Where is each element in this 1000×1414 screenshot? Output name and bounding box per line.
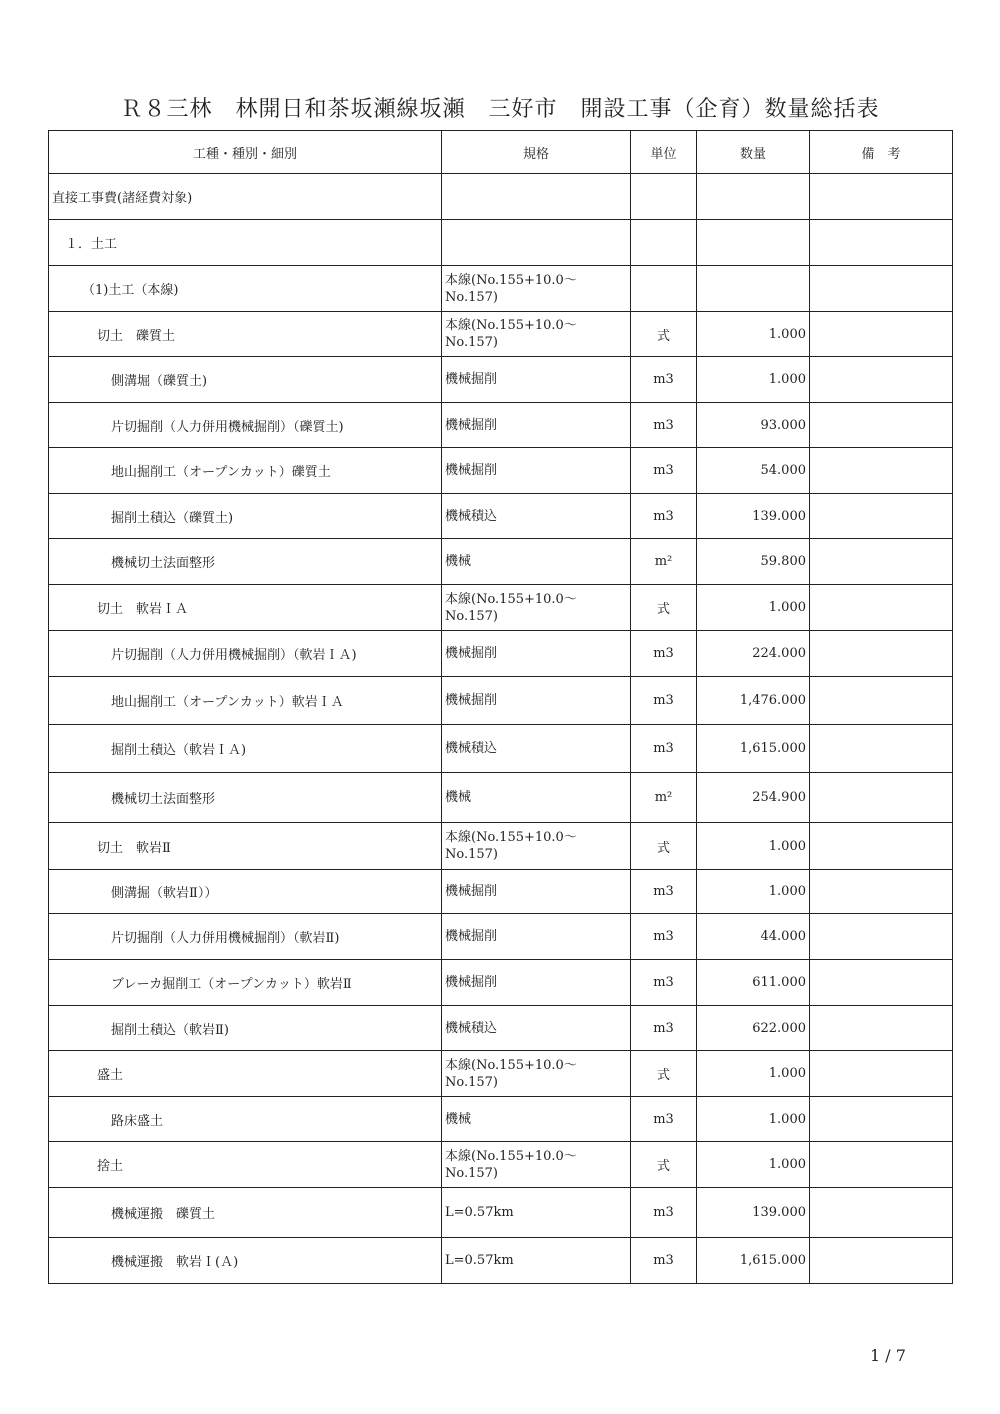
table-row xyxy=(49,448,953,494)
cell-item: （1)土工（本線) xyxy=(49,266,442,312)
cell-spec: 機械掘削 xyxy=(442,403,631,448)
cell-item: 地山掘削工（オープンカット）礫質土 xyxy=(49,448,442,494)
cell-note xyxy=(810,631,953,677)
cell-note xyxy=(810,1006,953,1051)
cell-qty xyxy=(697,220,810,266)
cell-qty xyxy=(697,174,810,220)
table-row xyxy=(49,631,953,677)
table-row xyxy=(49,773,953,823)
cell-item: 片切掘削（人力併用機械掘削）（礫質土) xyxy=(49,403,442,448)
cell-item: 直接工事費(諸経費対象) xyxy=(49,174,442,220)
cell-spec: 機械掘削 xyxy=(442,677,631,725)
cell-unit: m3 xyxy=(631,448,697,494)
cell-item: ブレーカ掘削工（オープンカット）軟岩Ⅱ xyxy=(49,960,442,1006)
cell-unit: 式 xyxy=(631,1051,697,1097)
cell-note xyxy=(810,312,953,357)
cell-item: 機械切土法面整形 xyxy=(49,773,442,823)
cell-unit xyxy=(631,220,697,266)
cell-unit: m3 xyxy=(631,1097,697,1142)
cell-unit: m3 xyxy=(631,1006,697,1051)
cell-note xyxy=(810,960,953,1006)
cell-qty: 1.000 xyxy=(697,1142,810,1188)
cell-unit: m3 xyxy=(631,494,697,539)
cell-qty: 1.000 xyxy=(697,312,810,357)
table-row xyxy=(49,220,953,266)
cell-spec: 機械 xyxy=(442,773,631,823)
cell-qty: 1.000 xyxy=(697,1051,810,1097)
table-row xyxy=(49,585,953,631)
table-row xyxy=(49,1188,953,1238)
cell-note xyxy=(810,357,953,403)
table-row xyxy=(49,1051,953,1097)
cell-qty: 93.000 xyxy=(697,403,810,448)
cell-unit: m3 xyxy=(631,1238,697,1284)
cell-note xyxy=(810,494,953,539)
cell-note xyxy=(810,448,953,494)
cell-spec: 本線(No.155+10.0〜No.157) xyxy=(442,1051,631,1097)
cell-spec: 本線(No.155+10.0〜No.157) xyxy=(442,1142,631,1188)
table-row xyxy=(49,312,953,357)
cell-note xyxy=(810,539,953,585)
cell-note xyxy=(810,914,953,960)
cell-item: 側溝掘（軟岩Ⅱ）） xyxy=(49,870,442,914)
table-row xyxy=(49,403,953,448)
cell-note xyxy=(810,403,953,448)
cell-spec: 機械 xyxy=(442,1097,631,1142)
table-row xyxy=(49,494,953,539)
cell-unit: 式 xyxy=(631,1142,697,1188)
header-item: 工種・種別・細別 xyxy=(49,131,442,174)
cell-note xyxy=(810,174,953,220)
table-row xyxy=(49,1006,953,1051)
cell-note xyxy=(810,266,953,312)
cell-unit: m3 xyxy=(631,725,697,773)
cell-qty: 59.800 xyxy=(697,539,810,585)
cell-spec: 機械 xyxy=(442,539,631,585)
cell-spec: 本線(No.155+10.0〜No.157) xyxy=(442,585,631,631)
cell-qty: 622.000 xyxy=(697,1006,810,1051)
cell-note xyxy=(810,870,953,914)
cell-unit: m3 xyxy=(631,677,697,725)
cell-spec: 本線(No.155+10.0〜No.157) xyxy=(442,823,631,870)
cell-note xyxy=(810,725,953,773)
cell-note xyxy=(810,823,953,870)
cell-spec: 機械掘削 xyxy=(442,960,631,1006)
table-header-row xyxy=(49,131,953,174)
page-title: Ｒ８三林 林開日和茶坂瀬線坂瀬 三好市 開設工事（企育）数量総括表 xyxy=(120,97,880,122)
header-note: 備 考 xyxy=(810,131,953,174)
cell-qty: 224.000 xyxy=(697,631,810,677)
header-spec: 規格 xyxy=(442,131,631,174)
cell-spec: 機械掘削 xyxy=(442,448,631,494)
cell-spec xyxy=(442,174,631,220)
cell-item: １．土工 xyxy=(49,220,442,266)
cell-qty: 1.000 xyxy=(697,1097,810,1142)
cell-note xyxy=(810,677,953,725)
cell-unit: 式 xyxy=(631,312,697,357)
cell-note xyxy=(810,773,953,823)
cell-unit: m3 xyxy=(631,631,697,677)
cell-qty: 44.000 xyxy=(697,914,810,960)
cell-qty xyxy=(697,266,810,312)
cell-spec: 機械積込 xyxy=(442,1006,631,1051)
cell-unit xyxy=(631,174,697,220)
cell-item: 掘削土積込（礫質土) xyxy=(49,494,442,539)
cell-spec: 機械掘削 xyxy=(442,870,631,914)
cell-qty: 1.000 xyxy=(697,585,810,631)
cell-note xyxy=(810,1097,953,1142)
cell-item: 盛土 xyxy=(49,1051,442,1097)
table-row xyxy=(49,1097,953,1142)
cell-qty: 1,615.000 xyxy=(697,1238,810,1284)
cell-item: 機械運搬 軟岩Ｉ(Ａ) xyxy=(49,1238,442,1284)
cell-spec: L=0.57km xyxy=(442,1238,631,1284)
cell-qty: 1.000 xyxy=(697,357,810,403)
cell-spec: 機械掘削 xyxy=(442,357,631,403)
cell-item: 片切掘削（人力併用機械掘削）（軟岩ＩＡ) xyxy=(49,631,442,677)
page-number: 1 / 7 xyxy=(870,1346,906,1365)
header-qty: 数量 xyxy=(697,131,810,174)
cell-unit xyxy=(631,266,697,312)
table-body xyxy=(49,174,953,1284)
cell-spec: 機械掘削 xyxy=(442,631,631,677)
cell-qty: 1.000 xyxy=(697,870,810,914)
cell-qty: 139.000 xyxy=(697,494,810,539)
cell-unit: m² xyxy=(631,539,697,585)
cell-qty: 611.000 xyxy=(697,960,810,1006)
cell-item: 切土 礫質土 xyxy=(49,312,442,357)
table-row xyxy=(49,539,953,585)
cell-spec: 機械積込 xyxy=(442,494,631,539)
table-row xyxy=(49,870,953,914)
cell-unit: m3 xyxy=(631,403,697,448)
cell-item: 機械運搬 礫質土 xyxy=(49,1188,442,1238)
table-row xyxy=(49,914,953,960)
cell-item: 片切掘削（人力併用機械掘削）（軟岩Ⅱ) xyxy=(49,914,442,960)
cell-spec xyxy=(442,220,631,266)
cell-spec: 機械積込 xyxy=(442,725,631,773)
table-row xyxy=(49,357,953,403)
cell-unit: m3 xyxy=(631,960,697,1006)
cell-unit: m3 xyxy=(631,357,697,403)
table-row xyxy=(49,1142,953,1188)
cell-qty: 254.900 xyxy=(697,773,810,823)
cell-note xyxy=(810,220,953,266)
cell-qty: 54.000 xyxy=(697,448,810,494)
cell-item: 路床盛土 xyxy=(49,1097,442,1142)
cell-unit: m3 xyxy=(631,914,697,960)
table-row xyxy=(49,960,953,1006)
cell-spec: 本線(No.155+10.0〜No.157) xyxy=(442,266,631,312)
cell-unit: 式 xyxy=(631,823,697,870)
cell-qty: 1,476.000 xyxy=(697,677,810,725)
table-row xyxy=(49,677,953,725)
header-unit: 単位 xyxy=(631,131,697,174)
cell-item: 側溝堀（礫質土) xyxy=(49,357,442,403)
table-row xyxy=(49,1238,953,1284)
cell-item: 機械切土法面整形 xyxy=(49,539,442,585)
cell-note xyxy=(810,1142,953,1188)
cell-qty: 1.000 xyxy=(697,823,810,870)
cell-note xyxy=(810,1238,953,1284)
cell-note xyxy=(810,1188,953,1238)
cell-qty: 139.000 xyxy=(697,1188,810,1238)
quantity-summary-table xyxy=(48,130,953,1284)
cell-item: 切土 軟岩Ⅱ xyxy=(49,823,442,870)
cell-unit: m3 xyxy=(631,1188,697,1238)
cell-note xyxy=(810,1051,953,1097)
cell-unit: 式 xyxy=(631,585,697,631)
cell-item: 地山掘削工（オープンカット）軟岩ＩＡ xyxy=(49,677,442,725)
cell-spec: 本線(No.155+10.0〜No.157) xyxy=(442,312,631,357)
cell-item: 掘削土積込（軟岩Ⅱ) xyxy=(49,1006,442,1051)
cell-unit: m3 xyxy=(631,870,697,914)
cell-item: 切土 軟岩ＩＡ xyxy=(49,585,442,631)
cell-item: 捨土 xyxy=(49,1142,442,1188)
table-row xyxy=(49,174,953,220)
cell-spec: L=0.57km xyxy=(442,1188,631,1238)
cell-item: 掘削土積込（軟岩ＩＡ) xyxy=(49,725,442,773)
cell-qty: 1,615.000 xyxy=(697,725,810,773)
cell-spec: 機械掘削 xyxy=(442,914,631,960)
cell-unit: m² xyxy=(631,773,697,823)
table-row xyxy=(49,266,953,312)
cell-note xyxy=(810,585,953,631)
table-row xyxy=(49,823,953,870)
table-row xyxy=(49,725,953,773)
